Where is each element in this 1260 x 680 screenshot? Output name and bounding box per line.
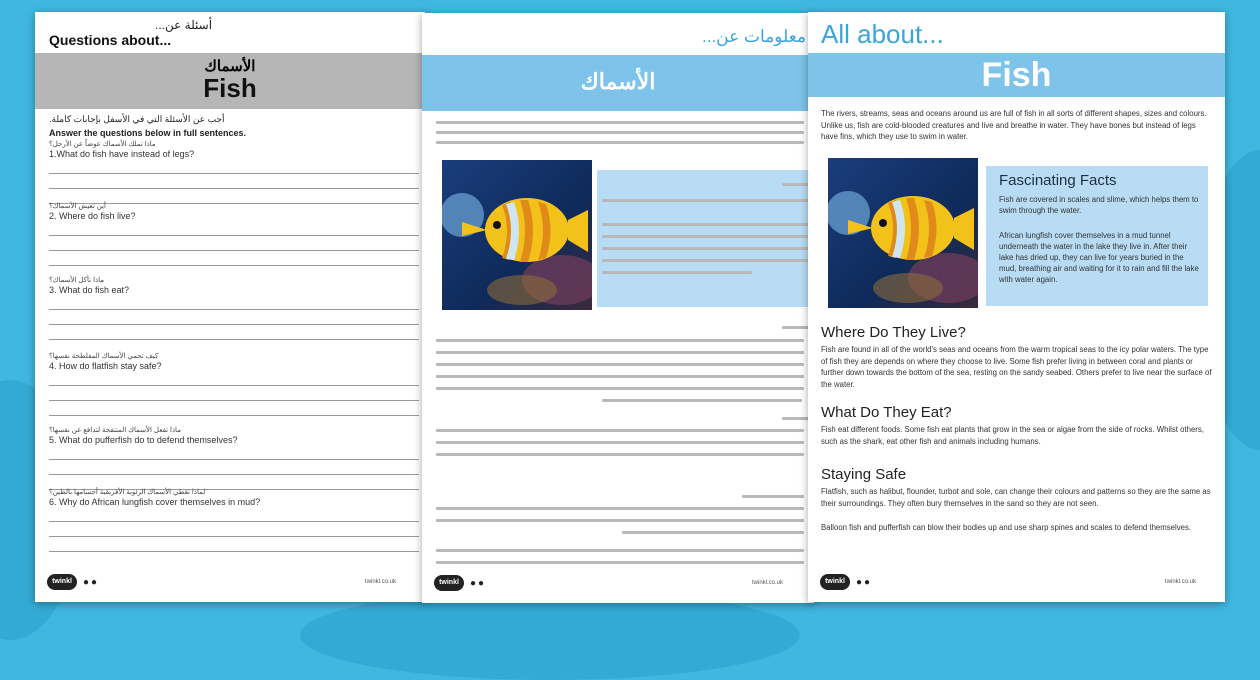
page-footer — [434, 575, 814, 593]
arabic-text-line — [436, 131, 804, 134]
title-band — [422, 55, 814, 111]
title-band — [808, 53, 1225, 97]
worksheet-heading: Questions about... — [49, 32, 172, 48]
facts-title: Fascinating Facts — [999, 172, 1117, 189]
questions-worksheet — [35, 12, 425, 602]
arabic-text-line — [436, 363, 804, 366]
arabic-text-line — [436, 339, 804, 342]
arabic-text-line — [602, 399, 802, 402]
section-heading: Where Do They Live? — [821, 324, 966, 341]
question-arabic: ماذا تفعل الأسماك المنتفخة لتدافع عن نفسها؟ — [49, 427, 181, 434]
question-block — [49, 140, 419, 204]
arabic-text-line — [436, 507, 804, 510]
arabic-text-line — [436, 351, 804, 354]
question-block — [49, 202, 419, 266]
footer-dots: ●● — [83, 577, 100, 588]
twinkl-logo: twinkl — [47, 574, 77, 590]
arabic-text-line — [436, 441, 804, 444]
question-text: 5. What do pufferfish do to defend themselves? — [49, 435, 238, 445]
arabic-text-line — [436, 561, 804, 564]
worksheet-title: Fish — [203, 73, 257, 103]
answer-line[interactable] — [49, 310, 419, 325]
all-about-heading: All about... — [821, 19, 944, 49]
facts-paragraph: African lungfish cover themselves in a mud tunnel underneath the water in the lake they live in. After their lake has dried up, they can live for years buried in the mud, breathing air and waiting for it to rain and fill the lake with water again. — [999, 231, 1199, 284]
answer-line[interactable] — [49, 537, 419, 552]
arabic-top-heading: معلومات عن... — [702, 27, 806, 46]
question-text: 4. How do flatfish stay safe? — [49, 361, 162, 371]
answer-line[interactable] — [49, 236, 419, 251]
section-heading: What Do They Eat? — [821, 404, 952, 421]
answer-line[interactable] — [49, 174, 419, 189]
instruction: Answer the questions below in full sentences. — [49, 128, 247, 138]
page-footer — [47, 574, 425, 592]
arabic-text-line — [782, 417, 810, 420]
title-band — [35, 53, 425, 109]
english-info-sheet — [808, 12, 1225, 602]
facts-box — [986, 166, 1208, 306]
answer-line[interactable] — [49, 507, 419, 522]
arabic-text-line — [622, 531, 804, 534]
twinkl-logo: twinkl — [434, 575, 464, 591]
section-text: Fish are found in all of the world's seas and oceans from the warm tropical seas to the icy polar waters. The type of fish they are depends on where they choose to live. Some fish prefer living in between coral and plants or further down towards the bottom of the sea, resting on the sandy seabed. Others prefer to live near the surface of the water. — [821, 345, 1212, 389]
section-text: Fish eat different foods. Some fish eat plants that grow in the sea or algae from the side of rocks. Whilst others, such as the shark, eat other fish and animals including humans. — [821, 425, 1204, 446]
answer-line[interactable] — [49, 251, 419, 266]
facts-box — [597, 170, 814, 307]
arabic-text-line — [602, 247, 812, 250]
arabic-text-line — [602, 259, 812, 262]
answer-line[interactable] — [49, 445, 419, 460]
arabic-instruction: أجب عن الأسئلة التي في الأسفل بإجابات كاملة. — [49, 114, 225, 124]
arabic-text-line — [782, 326, 810, 329]
arabic-text-line — [602, 271, 752, 274]
facts-paragraph: Fish are covered in scales and slime, which helps them to swim through the water. — [999, 195, 1199, 215]
question-arabic: كيف تحمي الأسماك المفلطحة نفسها؟ — [49, 353, 159, 360]
question-block — [49, 352, 419, 416]
arabic-text-line — [436, 519, 804, 522]
arabic-sheet-title: الأسماك — [580, 69, 656, 94]
arabic-text-line — [436, 453, 804, 456]
question-arabic: ماذا تأكل الأسماك؟ — [49, 277, 105, 284]
arabic-text-line — [436, 375, 804, 378]
arabic-text-line — [436, 121, 804, 124]
question-block — [49, 276, 419, 340]
arabic-title: الأسماك — [204, 58, 256, 75]
twinkl-logo: twinkl — [820, 574, 850, 590]
butterflyfish-photo — [442, 160, 592, 310]
closing-paragraph: Balloon fish and pufferfish can blow their bodies up and use sharp spines and scales to defend themselves. — [821, 523, 1192, 532]
arabic-info-sheet — [422, 13, 814, 603]
answer-line[interactable] — [49, 221, 419, 236]
question-text: 3. What do fish eat? — [49, 285, 130, 295]
question-text: 6. Why do African lungfish cover themselves in mud? — [49, 497, 261, 507]
footer-dots: ●● — [856, 577, 873, 588]
question-block — [49, 488, 419, 552]
arabic-text-line — [436, 429, 804, 432]
question-text: 2. Where do fish live? — [49, 211, 136, 221]
arabic-text-line — [436, 141, 804, 144]
arabic-text-line — [602, 235, 812, 238]
arabic-text-line — [602, 223, 812, 226]
question-arabic: لماذا تغطي الأسماك الرئوية الأفريقية أجسامها بالطين؟ — [49, 489, 206, 496]
footer-dots: ●● — [470, 578, 487, 589]
arabic-text-line — [602, 199, 812, 202]
footer-site: twinkl.co.uk — [752, 580, 784, 586]
answer-line[interactable] — [49, 460, 419, 475]
butterflyfish-photo — [828, 158, 978, 308]
question-text: 1.What do fish have instead of legs? — [49, 149, 195, 159]
arabic-heading: أسئلة عن... — [155, 18, 213, 32]
footer-site: twinkl.co.uk — [1165, 579, 1197, 585]
arabic-text-line — [436, 387, 804, 390]
english-sheet-title: Fish — [981, 56, 1052, 94]
question-arabic: ماذا تملك الأسماك عوضاً عن الأرجل؟ — [49, 141, 156, 148]
page-footer — [820, 574, 1225, 592]
answer-line[interactable] — [49, 386, 419, 401]
arabic-text-line — [742, 495, 804, 498]
background-shape — [300, 590, 800, 680]
section-heading: Staying Safe — [821, 466, 907, 483]
arabic-text-line — [436, 549, 804, 552]
answer-line[interactable] — [49, 401, 419, 416]
answer-line[interactable] — [49, 159, 419, 174]
answer-line[interactable] — [49, 371, 419, 386]
intro-paragraph: The rivers, streams, seas and oceans around us are full of fish in all sorts of different shapes, sizes and colours. Unlike us, fish are cold-blooded creatures and live and breathe in water. They have bones but instead of legs have fins, which they use to swim in water. — [821, 109, 1207, 141]
question-block — [49, 426, 419, 490]
answer-line[interactable] — [49, 295, 419, 310]
answer-line[interactable] — [49, 325, 419, 340]
footer-site: twinkl.co.uk — [365, 579, 397, 585]
answer-line[interactable] — [49, 522, 419, 537]
section-text: Flatfish, such as halibut, flounder, turbot and sole, can change their colours and patterns so they are the same as their surroundings. They often bury themselves in the sand so they are not seen. — [821, 487, 1211, 508]
question-arabic: أين تعيش الأسماك؟ — [49, 203, 106, 210]
